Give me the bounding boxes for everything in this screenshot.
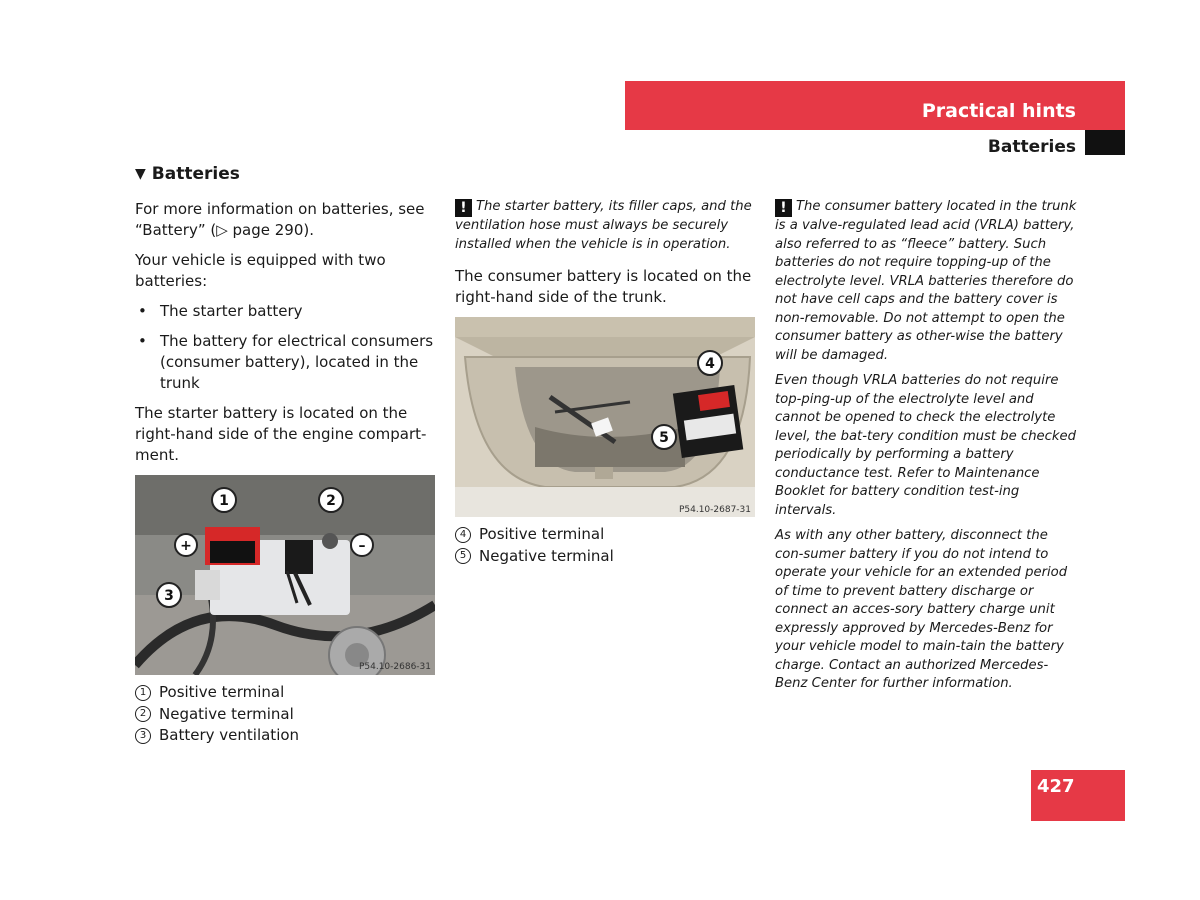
callout-2: 2: [326, 493, 336, 509]
figure-code: P54.10-2687-31: [678, 505, 751, 515]
paragraph-disconnect: As with any other battery, disconnect the con-sumer battery if you do not intend to operate your vehicle for an extended period of time to prevent battery discharge or connect an acces-sory battery charge unit expressly approved by Mercedes-Benz for your vehicle model to main-tain the battery charge. Contact an authorized Mercedes-Benz Center for further information.: [775, 528, 1068, 691]
list-item: • The battery for electrical consumers (consumer battery), located in the trunk: [138, 332, 434, 392]
figure-code: P54.10-2686-31: [358, 662, 431, 672]
caption-item: 5 Negative terminal: [455, 546, 757, 568]
bullet-icon: •: [138, 302, 147, 320]
engine-battery-photo: [135, 475, 435, 675]
paragraph-two-batteries: Your vehicle is equipped with two batteries:: [135, 251, 386, 290]
caption-item: 3 Battery ventilation: [135, 725, 437, 747]
bullet-icon: •: [138, 332, 147, 350]
minus-label: –: [358, 538, 366, 554]
heading-text: Batteries: [151, 164, 240, 184]
paragraph-more-info: For more information on batteries, see “Battery” (▷ page 290).: [135, 200, 425, 239]
section-title: Practical hints: [921, 100, 1076, 122]
callout-3: 3: [164, 588, 174, 604]
warning-icon: !: [775, 199, 792, 217]
warning-icon: !: [455, 199, 472, 217]
caption-item: 1 Positive terminal: [135, 682, 437, 704]
number-circle: 5: [455, 548, 471, 564]
batteries-heading: [135, 164, 437, 184]
paragraph-consumer-location: The consumer battery is located on the right-hand side of the trunk.: [455, 267, 752, 306]
trunk-battery-photo: [455, 317, 755, 517]
warning-starter-battery: ! The starter battery, its filler caps, and the ventilation hose must always be securely installed when the vehicle is in operation.: [455, 199, 752, 252]
number-circle: 1: [135, 685, 151, 701]
list-item: • The starter battery: [138, 302, 303, 320]
page-number: 427: [1037, 776, 1075, 797]
battery-list: [135, 301, 437, 394]
callout-4: 4: [705, 356, 715, 372]
figure-2-captions: [455, 524, 757, 567]
column-3: [775, 198, 1077, 701]
caption-item: 2 Negative terminal: [135, 704, 437, 726]
plus-label: +: [180, 538, 192, 554]
number-circle: 3: [135, 728, 151, 744]
warning-consumer-battery: ! The consumer battery located in the trunk is a valve-regulated lead acid (VRLA) battery, also referred to as “fleece” battery. Such batteries do not require topping-up of the electrolyte level. VRLA batteries therefore do not have cell caps and the battery cover is non-removable. Do not attempt to open the consumer battery as other-wise the battery will be damaged.: [775, 199, 1077, 363]
number-circle: 2: [135, 706, 151, 722]
column-1: [135, 164, 437, 747]
column-2: [455, 198, 757, 567]
paragraph-battery-check: Even though VRLA batteries do not require top-ping-up of the electrolyte level and cannot be opened to check the electrolyte level, the bat-tery condition must be checked periodically by performing a battery conductance test. Refer to Maintenance Booklet for battery condition test-ing intervals.: [775, 373, 1077, 518]
header-marker: [1085, 130, 1125, 155]
paragraph-starter-location: The starter battery is located on the right-hand side of the engine compart-ment.: [135, 404, 427, 464]
callout-5: 5: [659, 430, 669, 446]
triangle-down-icon: ▼: [135, 166, 146, 182]
figure-1-captions: [135, 682, 437, 747]
subsection-title: Batteries: [987, 137, 1076, 157]
number-circle: 4: [455, 527, 471, 543]
caption-item: 4 Positive terminal: [455, 524, 757, 546]
callout-1: 1: [219, 493, 229, 509]
